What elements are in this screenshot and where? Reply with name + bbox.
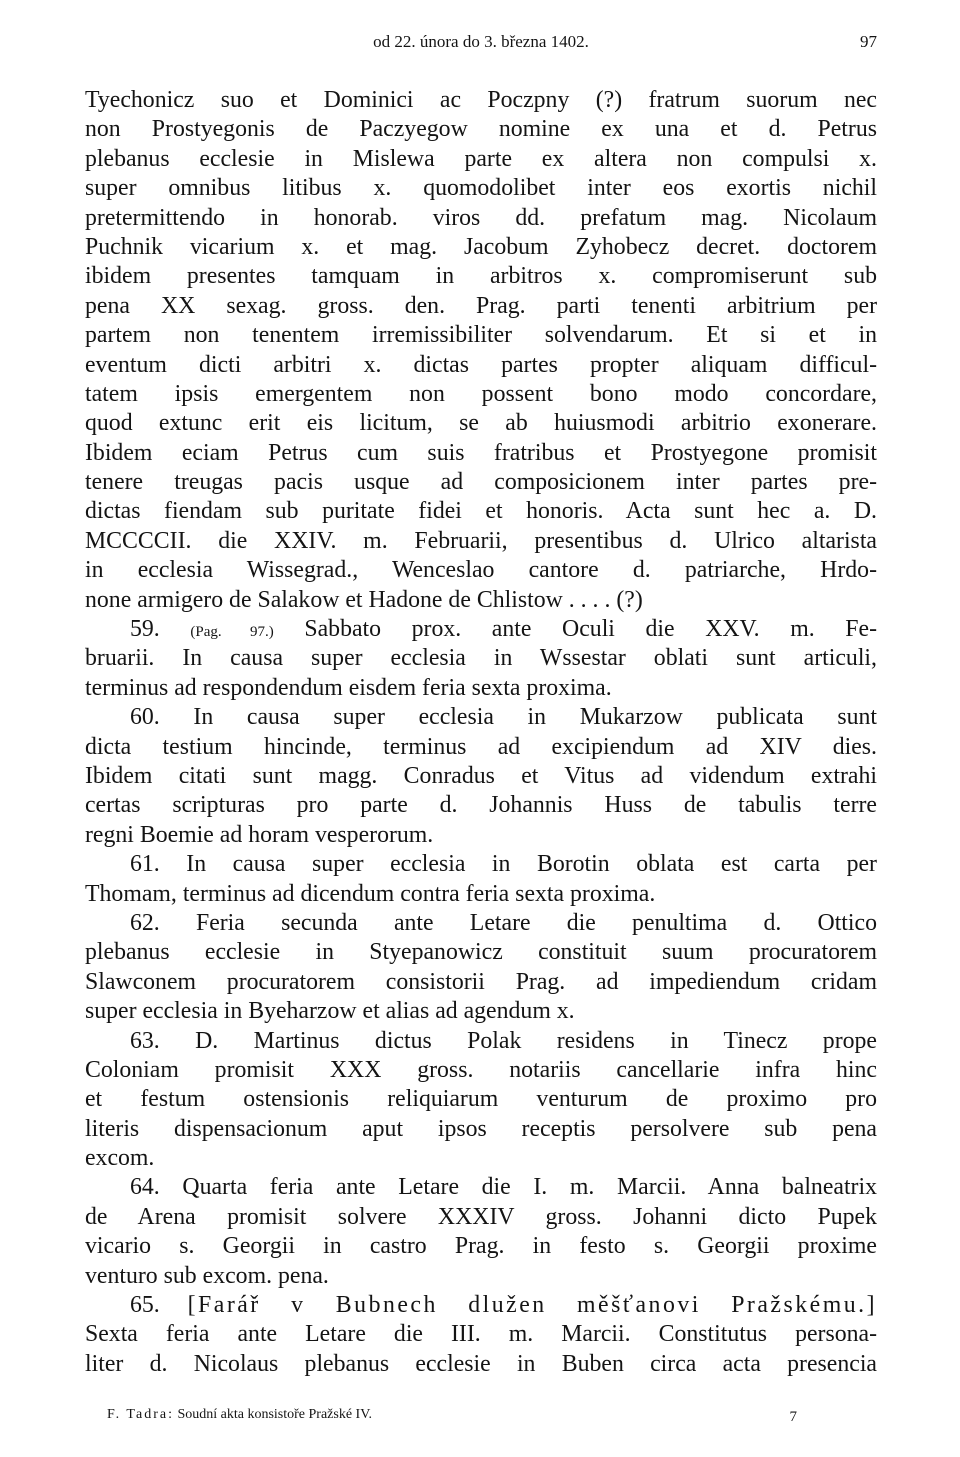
text-line: pena XX sexag. gross. den. Prag. parti tenenti arbitrium per: [85, 292, 877, 319]
text-line: Coloniam promisit XXX gross. notariis cancellarie infra hinc: [85, 1056, 877, 1083]
footer-citation: [107, 1407, 372, 1423]
text-line: Tyechonicz suo et Dominici ac Poczpny (?) fratrum suorum nec: [85, 87, 877, 113]
text-line: dictas fiendam sub puritate fidei et honoris. Acta sunt hec a. D.: [85, 498, 877, 525]
entry-text: Sabbato prox. ante Oculi die XXV. m. Fe-: [304, 616, 877, 643]
page-body: [85, 86, 877, 1379]
text-line: terminus ad respondendum eisdem feria sexta proxima.: [85, 674, 612, 701]
text-line: Sexta feria ante Letare die III. m. Marcii. Constitutus persona-: [85, 1321, 877, 1348]
signature-mark: 7: [789, 1409, 797, 1425]
text-line: ibidem presentes tamquam in arbitros x. compromiserunt sub: [85, 263, 877, 290]
text-line: et festum ostensionis reliquiarum venturum de proximo pro: [85, 1086, 877, 1113]
entry-65-first-line: [85, 1291, 877, 1320]
entry-first-line: 60. In causa super ecclesia in Mukarzow publicata sunt: [130, 704, 877, 731]
page-reference: (Pag. 97.): [190, 624, 274, 641]
czech-heading: [Farář v Bubnech dlužen měšťanovi Pražskému.]: [187, 1292, 877, 1319]
text-line: venturo sub excom. pena.: [85, 1262, 329, 1289]
entry-first-line: 64. Quarta feria ante Letare die I. m. Marcii. Anna balneatrix: [130, 1174, 877, 1201]
text-line: regni Boemie ad horam vesperorum.: [85, 821, 434, 848]
page-footer: [107, 1407, 797, 1431]
text-line: quod extunc erit eis licitum, se ab huiusmodi arbitrio exonerare.: [85, 410, 877, 437]
text-line: plebanus ecclesie in Styepanowicz constituit suum procuratorem: [85, 939, 877, 966]
entry-first-line: 63. D. Martinus dictus Polak residens in Tinecz prope: [130, 1027, 877, 1054]
entry-first-line: 61. In causa super ecclesia in Borotin oblata est carta per: [130, 851, 877, 878]
text-line: in ecclesia Wissegrad., Wenceslao cantore d. patriarche, Hrdo-: [85, 557, 877, 584]
text-line: tatem ipsis emergentem non possent bono modo concordare,: [85, 380, 877, 407]
text-line: certas scripturas pro parte d. Johannis Huss de tabulis terre: [85, 792, 877, 819]
text-line: vicario s. Georgii in castro Prag. in festo s. Georgii proxime: [85, 1233, 877, 1260]
entry-number: 59.: [130, 616, 160, 643]
text-line: non Prostyegonis de Paczyegow nomine ex una et d. Petrus: [85, 116, 877, 143]
page-number: 97: [860, 32, 877, 51]
text-line: Ibidem eciam Petrus cum suis fratribus et Prostyegone promisit: [85, 439, 877, 466]
text-line: excom.: [85, 1145, 155, 1172]
text-line: super ecclesia in Byeharzow et alias ad agendum x.: [85, 998, 575, 1025]
text-line: plebanus ecclesie in Mislewa parte ex altera non compulsi x.: [85, 145, 877, 172]
text-line: eventum dicti arbitri x. dictas partes propter aliquam difficul-: [85, 351, 877, 378]
text-line: Thomam, terminus ad dicendum contra feria sexta proxima.: [85, 880, 656, 907]
text-line: pretermittendo in honorab. viros dd. prefatum mag. Nicolaum: [85, 204, 877, 231]
footer-author: F. Tadra:: [107, 1407, 174, 1422]
text-line: dicta testium hincinde, terminus ad excipiendum ad XIV dies.: [85, 733, 877, 760]
text-line: partem non tenentem irremissibiliter solvendarum. Et si et in: [85, 322, 877, 349]
text-line: none armigero de Salakow et Hadone de Chlistow . . . . (?): [85, 586, 643, 613]
text-line: bruarii. In causa super ecclesia in Wssestar oblati sunt articuli,: [85, 645, 877, 672]
text-line: Slawconem procuratorem consistorii Prag. ad impediendum cridam: [85, 968, 877, 995]
text-line: literis dispensacionum aput ipsos receptis persolvere sub pena: [85, 1115, 877, 1142]
entry-number: 65.: [130, 1292, 160, 1319]
text-line: de Arena promisit solvere XXXIV gross. Johanni dicto Pupek: [85, 1203, 877, 1230]
text-line: liter d. Nicolaus plebanus ecclesie in Buben circa acta presencia: [85, 1350, 877, 1377]
footer-work: Soudní akta konsistoře Pražské IV.: [177, 1407, 373, 1422]
entry-first-line: 62. Feria secunda ante Letare die penultima d. Ottico: [130, 909, 877, 936]
text-line: Ibidem citati sunt magg. Conradus et Vitus ad videndum extrahi: [85, 762, 877, 789]
text-line: MCCCCII. die XXIV. m. Februarii, presentibus d. Ulrico altarista: [85, 527, 877, 554]
running-header: [85, 32, 877, 62]
header-title: od 22. února do 3. března 1402.: [373, 32, 589, 51]
text-line: Puchnik vicarium x. et mag. Jacobum Zyhobecz decret. doctorem: [85, 233, 877, 260]
text-line: super omnibus litibus x. quomodolibet inter eos exortis nichil: [85, 175, 877, 202]
text-line: tenere treugas pacis usque ad composicionem inter partes pre-: [85, 469, 877, 496]
entry-59-first-line: [85, 615, 877, 644]
